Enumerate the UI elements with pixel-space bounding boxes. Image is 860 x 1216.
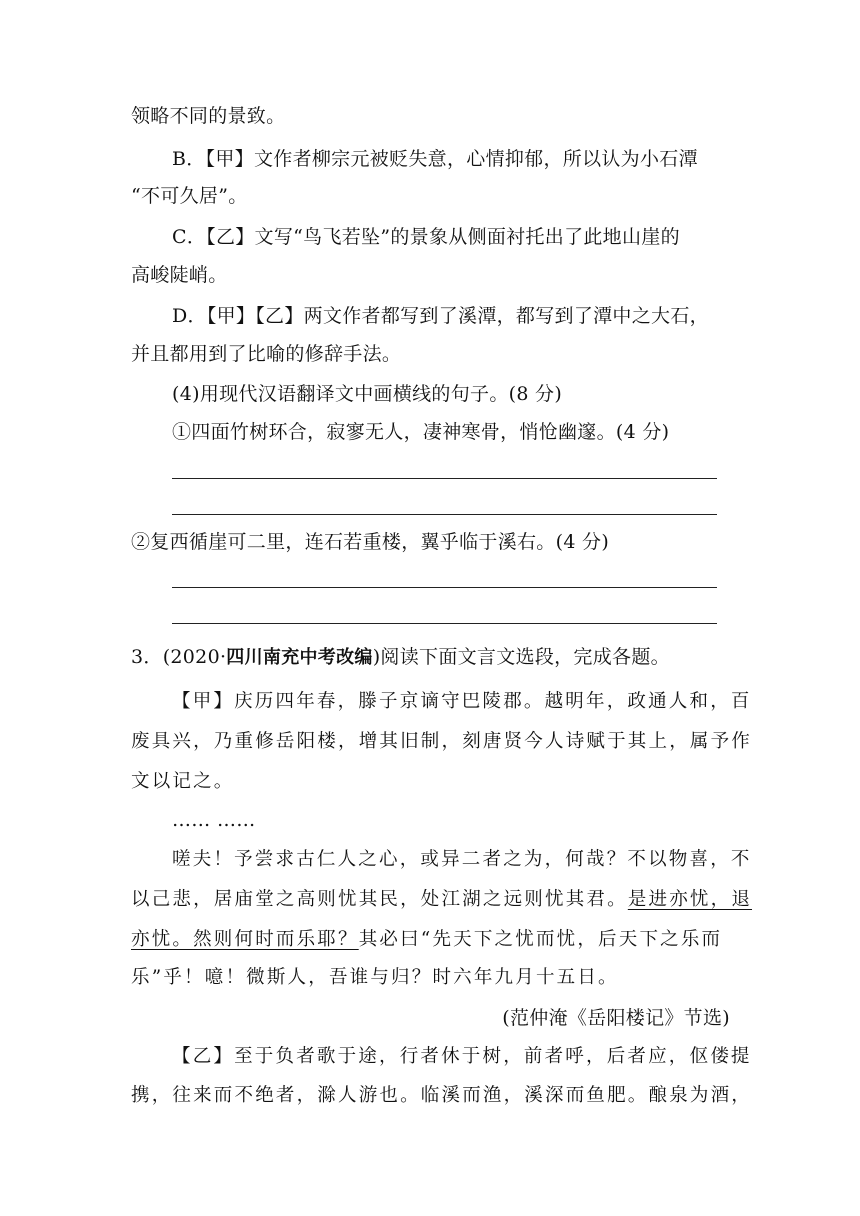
passage-jia-line-2: 废具兴，乃重修岳阳楼，增其旧制，刻唐贤今人诗赋于其上，属予作 [131,731,753,752]
answer-line [172,587,717,588]
question-4-item-2: ②复西循崖可二里，连石若重楼，翼乎临于溪右。(4 分) [131,531,610,553]
passage-yi-line-1: 【乙】至于负者歌于途，行者休于树，前者呼，后者应，伛偻提 [172,1046,752,1067]
question-source: 四川南充中考改编 [226,647,373,668]
passage-text: 其必曰“先天下之忧而忧，后天下之乐而 [358,929,723,950]
passage-jia-line-4: 嗟夫！予尝求古仁人之心，或异二者之为，何哉？不以物喜，不 [172,849,752,870]
passage-jia-line-5 [131,888,753,912]
question-instruction: )阅读下面文言文选段，完成各题。 [372,646,670,668]
question-4-item-1: ①四面竹树环合，寂寥无人，凄神寒骨，悄怆幽邃。(4 分) [172,421,670,443]
answer-line [172,623,717,624]
passage-jia-line-6 [131,928,730,952]
question-number: 3．(2020· [131,646,227,668]
question-4-prompt: (4)用现代汉语翻译文中画横线的句子。(8 分) [172,383,563,405]
passage-citation: (范仲淹《岳阳楼记》节选) [502,1007,730,1029]
underlined-sentence: 亦忧。然则何时而乐耶？ [131,929,359,950]
text-line: 领略不同的景致。 [131,105,286,127]
option-b-line-2: “不可久居”。 [131,185,248,207]
passage-text: 以己悲，居庙堂之高则忧其民，处江湖之远则忧其君。 [131,889,628,910]
question-3-heading [131,645,730,670]
option-b-line-1: B．【甲】文作者柳宗元被贬失意，心情抑郁，所以认为小石潭 [172,148,698,170]
option-d-line-2: 并且都用到了比喻的修辞手法。 [131,343,402,365]
option-c-line-1: C．【乙】文写“鸟飞若坠”的景象从侧面衬托出了此地山崖的 [172,226,680,248]
passage-jia-line-1: 【甲】庆历四年春，滕子京谪守巴陵郡。越明年，政通人和，百 [172,691,752,712]
option-d-line-1: D．【甲】【乙】两文作者都写到了溪潭，都写到了潭中之大石， [172,305,709,327]
passage-jia-line-3: 文以记之。 [131,771,235,792]
passage-jia-line-7: 乐”乎！噫！微斯人，吾谁与归？时六年九月十五日。 [131,967,619,988]
answer-line [172,514,717,515]
passage-ellipsis: …… …… [172,809,256,831]
passage-yi-line-2: 携，往来而不绝者，滁人游也。临溪而渔，溪深而鱼肥。酿泉为酒， [131,1085,753,1106]
answer-line [172,478,717,479]
option-c-line-2: 高峻陡峭。 [131,264,228,286]
underlined-sentence: 是进亦忧，退 [627,889,753,910]
